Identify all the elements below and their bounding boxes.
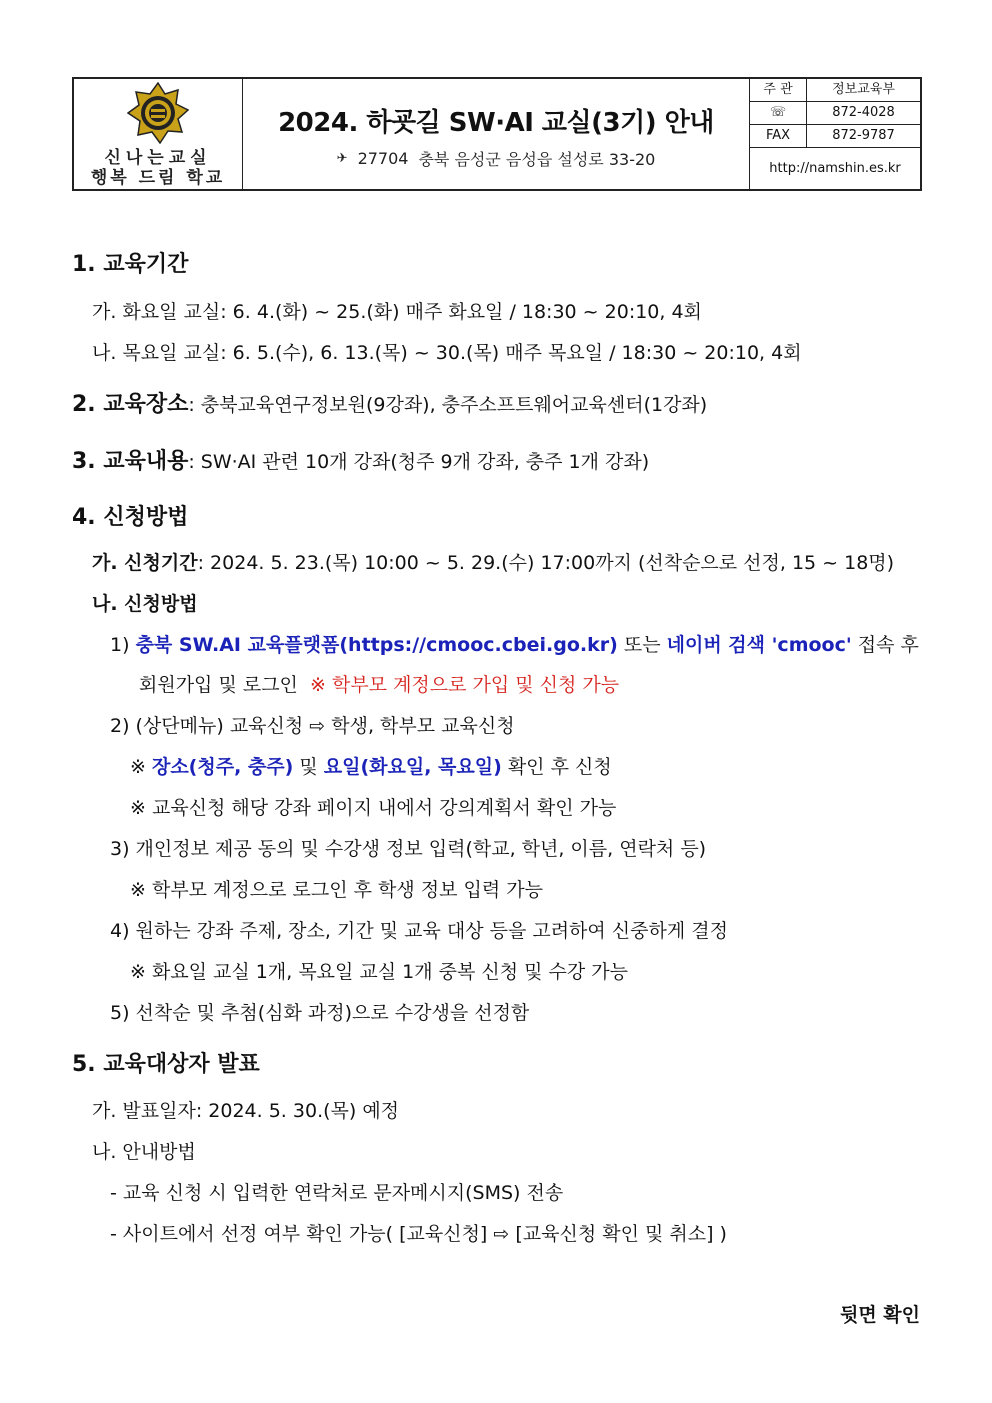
logo-text-line1: 신나는교실 xyxy=(104,148,212,168)
info-key: 주 관 xyxy=(750,79,807,101)
school-seal-icon xyxy=(127,82,189,144)
step-1-line2 xyxy=(139,670,619,697)
document-header xyxy=(72,77,922,191)
apply-method-label: 나. 신청방법 xyxy=(92,593,198,615)
school-website-link[interactable]: http://namshin.es.kr xyxy=(769,161,901,176)
section-3-label: 3. 교육내용 xyxy=(72,449,189,474)
announce-date: 가. 발표일자: 2024. 5. 30.(목) 예정 xyxy=(92,1100,400,1122)
section-4-title: 4. 신청방법 xyxy=(72,505,189,530)
section-2-label: 2. 교육장소 xyxy=(72,392,189,417)
section-1-title: 1. 교육기간 xyxy=(72,252,189,277)
info-value: 872-9787 xyxy=(832,128,895,143)
announce-site: - 사이트에서 선정 여부 확인 가능( [교육신청] ⇨ [교육신청 확인 및 취소] ) xyxy=(110,1223,727,1245)
step-3: 3) 개인정보 제공 동의 및 수강생 정보 입력(학교, 학년, 이름, 연락처 등) xyxy=(110,838,707,860)
document-title: 2024. 하굣길 SW·AI 교실(3기) 안내 xyxy=(278,108,714,138)
step-2-note-1 xyxy=(130,752,612,779)
title-area xyxy=(243,79,749,189)
platform-link[interactable]: 충북 SW.AI 교육플랫폼(https://cmooc.cbei.go.kr) xyxy=(135,634,618,656)
note-and: 및 xyxy=(293,756,324,778)
section-5-title: 5. 교육대상자 발표 xyxy=(72,1052,260,1077)
period-thursday: 나. 목요일 교실: 6. 5.(수), 6. 13.(목) ~ 30.(목) 매주 목요일 / 18:30 ~ 20:10, 4회 xyxy=(92,342,802,364)
announce-method-label: 나. 안내방법 xyxy=(92,1141,196,1163)
info-row-phone xyxy=(750,102,920,125)
signup-login-text: 회원가입 및 로그인 xyxy=(139,674,298,696)
step-3-note: ※ 학부모 계정으로 로그인 후 학생 정보 입력 가능 xyxy=(130,879,543,901)
info-value: 정보교육부 xyxy=(832,82,895,97)
address-text: 충북 음성군 음성읍 설성로 33-20 xyxy=(418,150,656,169)
see-back-note: 뒷면 확인 xyxy=(839,1304,920,1326)
period-tuesday: 가. 화요일 교실: 6. 4.(화) ~ 25.(화) 매주 화요일 / 18:30 ~ 20:10, 4회 xyxy=(92,301,702,323)
section-3-title xyxy=(72,444,649,475)
info-row-department xyxy=(750,79,920,102)
step-1-number: 1) xyxy=(110,634,130,656)
section-2-text: : 충북교육연구정보원(9강좌), 충주소프트웨어교육센터(1강좌) xyxy=(188,394,708,416)
info-value: 872-4028 xyxy=(832,105,895,120)
section-3-text: : SW·AI 관련 10개 강좌(청주 9개 강좌, 충주 1개 강좌) xyxy=(188,451,650,473)
apply-period xyxy=(92,548,894,575)
step-1-end: 접속 후 xyxy=(851,634,919,656)
school-logo xyxy=(74,79,243,189)
location-highlight: 장소(청주, 충주) xyxy=(151,756,294,778)
note-mark: ※ xyxy=(130,756,152,778)
apply-period-label: 가. 신청기간 xyxy=(92,552,198,574)
info-row-fax xyxy=(750,125,920,148)
step-5: 5) 선착순 및 추첨(심화 과정)으로 수강생을 선정함 xyxy=(110,1002,530,1024)
contact-info-table xyxy=(749,79,920,189)
announce-sms: - 교육 신청 시 입력한 연락처로 문자메시지(SMS) 전송 xyxy=(110,1182,564,1204)
note-end: 확인 후 신청 xyxy=(501,756,612,778)
info-key: FAX xyxy=(750,125,807,147)
naver-search-text: 네이버 검색 'cmooc' xyxy=(666,634,852,656)
step-2-note-2: ※ 교육신청 해당 강좌 페이지 내에서 강의계획서 확인 가능 xyxy=(130,797,617,819)
day-highlight: 요일(화요일, 목요일) xyxy=(323,756,502,778)
parent-account-notice: ※ 학부모 계정으로 가입 및 신청 가능 xyxy=(310,674,620,696)
logo-text-line2: 행복 드림 학교 xyxy=(90,168,226,188)
section-2-title xyxy=(72,387,707,418)
step-4: 4) 원하는 강좌 주제, 장소, 기간 및 교육 대상 등을 고려하여 신중하게 결정 xyxy=(110,920,728,942)
step-4-note: ※ 화요일 교실 1개, 목요일 교실 1개 중복 신청 및 수강 가능 xyxy=(130,961,629,983)
step-1 xyxy=(110,630,919,657)
apply-period-text: : 2024. 5. 23.(목) 10:00 ~ 5. 29.(수) 17:00까지 (선착순으로 선정, 15 ~ 18명) xyxy=(197,552,895,574)
step-1-or: 또는 xyxy=(617,634,667,656)
step-2: 2) (상단메뉴) 교육신청 ⇨ 학생, 학부모 교육신청 xyxy=(110,715,515,737)
school-address xyxy=(337,147,656,170)
postal-code: 27704 xyxy=(357,149,409,168)
postal-mark-icon: ✈ xyxy=(336,151,348,166)
phone-icon: ☏ xyxy=(750,102,807,124)
